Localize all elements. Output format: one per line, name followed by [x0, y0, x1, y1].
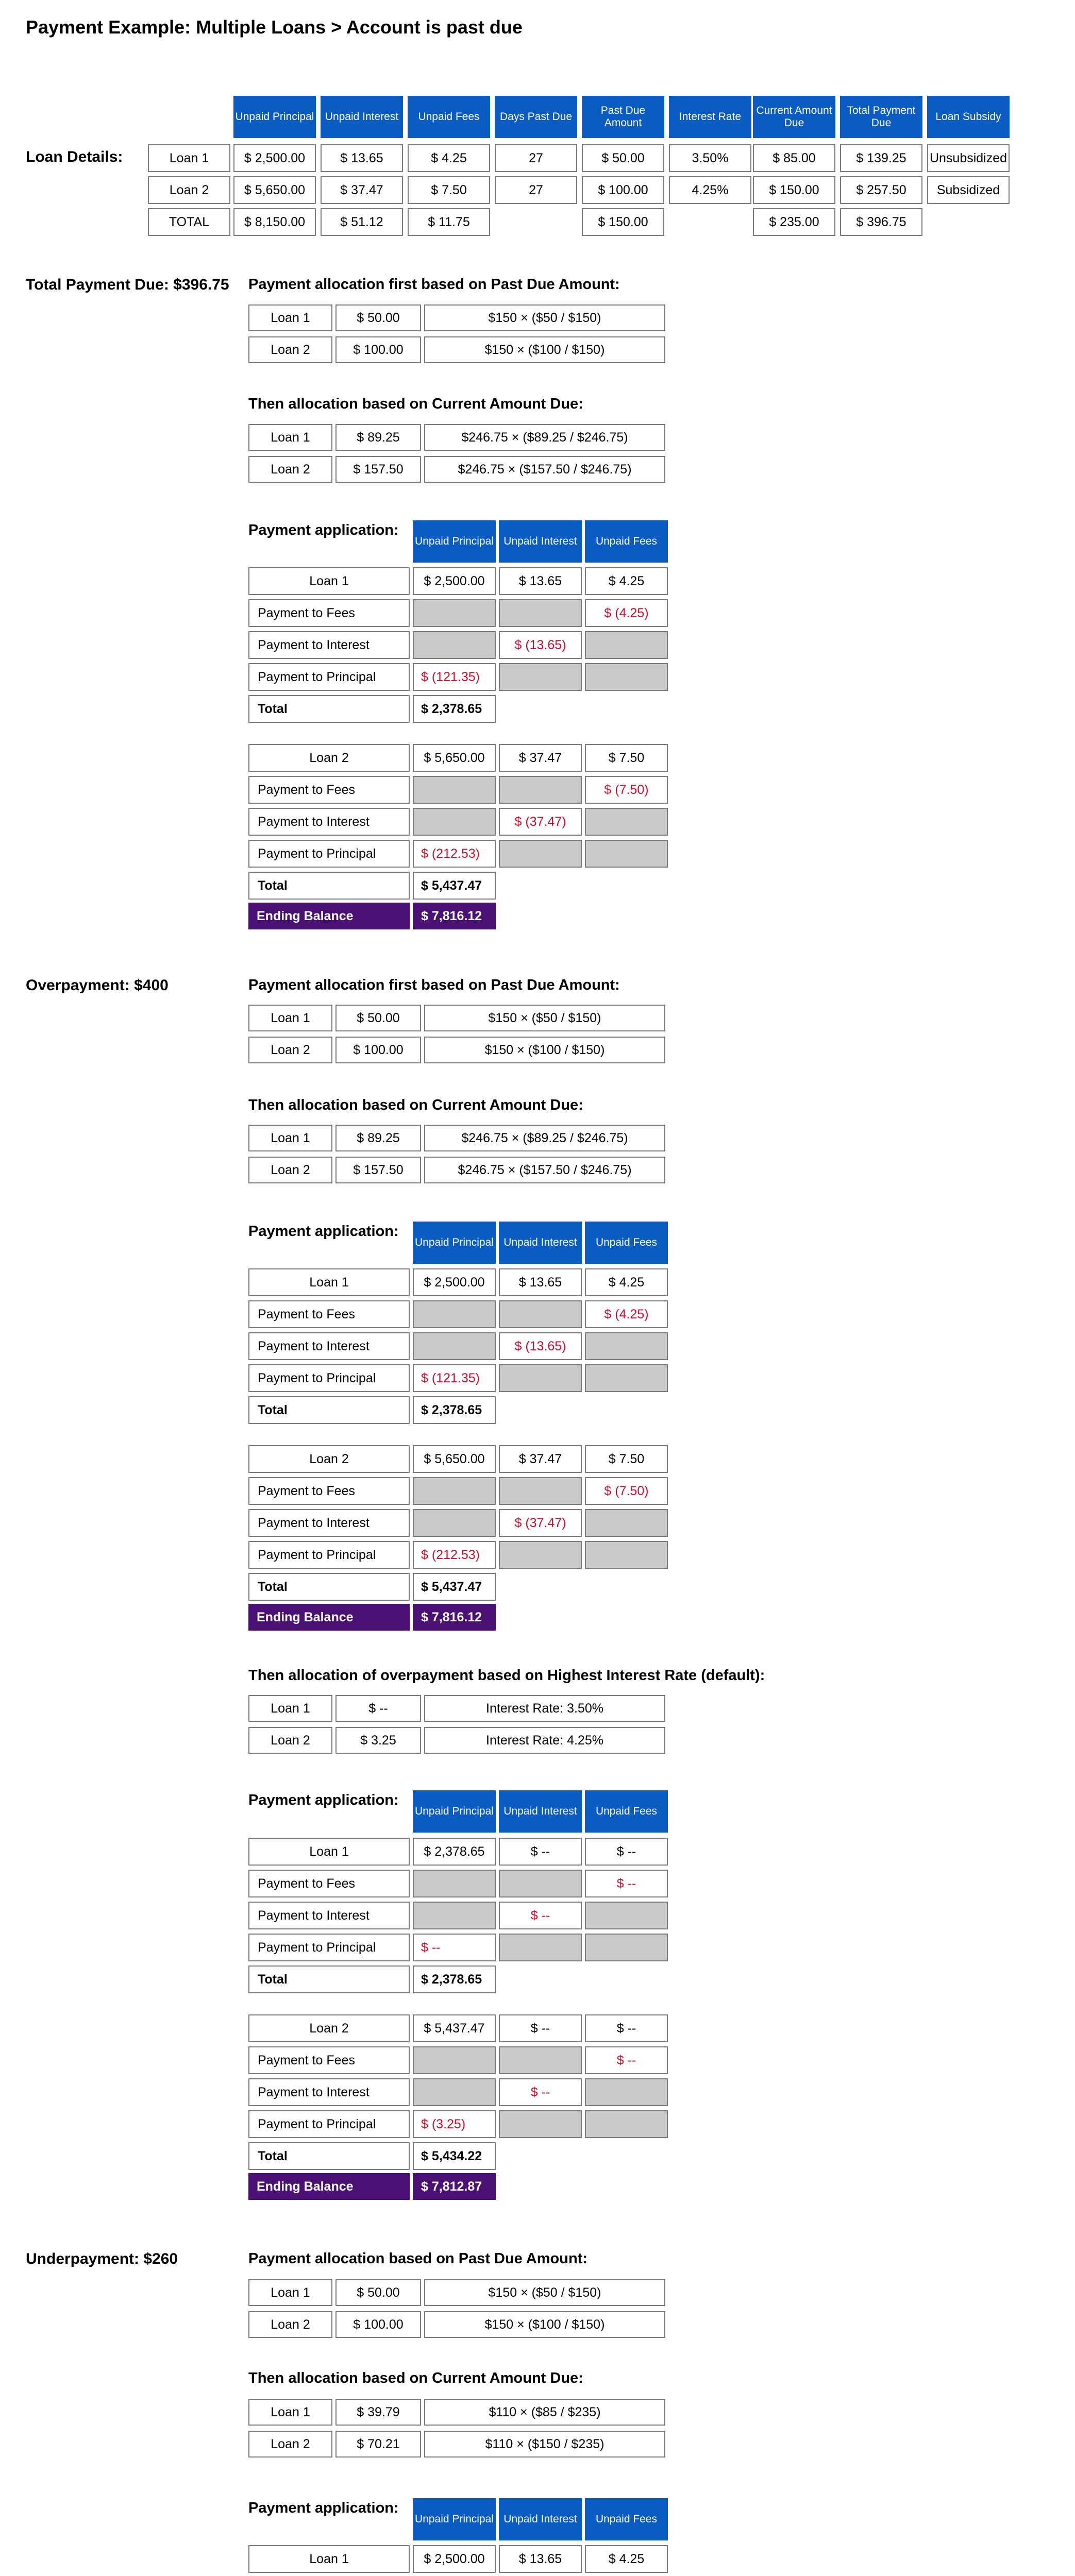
empty-cell	[413, 1332, 496, 1360]
application-unpaid-principal: $ 5,650.00	[413, 744, 496, 772]
empty-cell	[585, 1934, 668, 1961]
section-label: Total Payment Due: $396.75	[26, 276, 229, 293]
loan-details-header: Current Amount Due	[753, 96, 835, 138]
allocation-heading: Then allocation based on Current Amount Due:	[248, 1097, 583, 1113]
payment-to-fees-label: Payment to Fees	[248, 1477, 410, 1505]
col-header-principal: Unpaid Principal	[413, 520, 496, 563]
total-label: Total	[248, 2142, 410, 2170]
payment-to-interest-value: $ (13.65)	[499, 631, 582, 659]
empty-cell	[413, 1902, 496, 1929]
allocation-amount: $ 100.00	[335, 1037, 421, 1063]
payment-application-label: Payment application:	[248, 1223, 399, 1240]
allocation-heading: Then allocation based on Current Amount Due:	[248, 2370, 583, 2386]
application-unpaid-interest: $ 13.65	[499, 2545, 582, 2573]
allocation-loan-name: Loan 1	[248, 2279, 332, 2306]
application-unpaid-principal: $ 5,437.47	[413, 2014, 496, 2042]
loan-details-cell-current: $ 235.00	[753, 208, 835, 236]
application-unpaid-fees: $ 4.25	[585, 1268, 668, 1296]
allocation-formula: $110 × ($85 / $235)	[424, 2399, 665, 2426]
section-label: Underpayment: $260	[26, 2250, 178, 2267]
loan-details-cell-interest: $ 37.47	[321, 176, 403, 204]
total-value: $ 5,437.47	[413, 1573, 496, 1601]
application-unpaid-fees: $ --	[585, 2014, 668, 2042]
ending-balance-value: $ 7,816.12	[413, 903, 496, 929]
application-loan-name: Loan 1	[248, 567, 410, 595]
allocation-amount: $ 50.00	[335, 304, 421, 331]
ending-balance-label: Ending Balance	[248, 2173, 410, 2200]
empty-cell	[413, 1870, 496, 1897]
allocation-formula: $150 × ($100 / $150)	[424, 1037, 665, 1063]
empty-cell	[499, 840, 582, 868]
application-unpaid-interest: $ 13.65	[499, 567, 582, 595]
allocation-amount: $ 50.00	[335, 1005, 421, 1031]
allocation-amount: $ 70.21	[335, 2431, 421, 2458]
payment-to-interest-value: $ --	[499, 1902, 582, 1929]
loan-details-cell-current: $ 150.00	[753, 176, 835, 204]
payment-to-principal-value: $ (212.53)	[413, 840, 496, 868]
payment-to-fees-label: Payment to Fees	[248, 2046, 410, 2074]
empty-cell	[585, 808, 668, 836]
col-header-principal: Unpaid Principal	[413, 2498, 496, 2540]
ending-balance-label: Ending Balance	[248, 903, 410, 929]
allocation-loan-name: Loan 1	[248, 2399, 332, 2426]
payment-to-interest-value: $ (37.47)	[499, 1509, 582, 1537]
loan-details-header: Past Due Amount	[582, 96, 664, 138]
application-loan-name: Loan 1	[248, 2545, 410, 2573]
application-loan-name: Loan 2	[248, 2014, 410, 2042]
loan-details-cell-days: 27	[495, 176, 577, 204]
empty-cell	[585, 1902, 668, 1929]
allocation-loan-name: Loan 2	[248, 1727, 332, 1754]
loan-details-cell-interest: $ 13.65	[321, 144, 403, 172]
payment-to-fees-value: $ --	[585, 2046, 668, 2074]
allocation-loan-name: Loan 2	[248, 1157, 332, 1183]
loan-details-cell-days: 27	[495, 144, 577, 172]
empty-cell	[413, 776, 496, 804]
loan-details-cell-past_due: $ 100.00	[582, 176, 664, 204]
empty-cell	[585, 840, 668, 868]
payment-to-principal-value: $ --	[413, 1934, 496, 1961]
application-unpaid-interest: $ 37.47	[499, 744, 582, 772]
payment-to-interest-value: $ (37.47)	[499, 808, 582, 836]
allocation-heading: Then allocation based on Current Amount Due:	[248, 396, 583, 412]
loan-details-cell-current: $ 85.00	[753, 144, 835, 172]
empty-cell	[413, 1509, 496, 1537]
empty-cell	[585, 2078, 668, 2106]
loan-details-cell-total: $ 257.50	[840, 176, 922, 204]
loan-details-header: Loan Subsidy	[927, 96, 1010, 138]
loan-details-header: Total Payment Due	[840, 96, 922, 138]
col-header-interest: Unpaid Interest	[499, 520, 582, 563]
empty-cell	[499, 1541, 582, 1569]
allocation-formula: $150 × ($100 / $150)	[424, 2311, 665, 2338]
loan-details-cell-total: $ 139.25	[840, 144, 922, 172]
loan-details-label: Loan Details:	[26, 148, 123, 165]
payment-to-fees-value: $ (7.50)	[585, 776, 668, 804]
loan-details-cell-past_due: $ 50.00	[582, 144, 664, 172]
page-title: Payment Example: Multiple Loans > Account is past due	[26, 16, 523, 38]
empty-cell	[499, 599, 582, 627]
application-unpaid-fees: $ 4.25	[585, 567, 668, 595]
allocation-loan-name: Loan 2	[248, 336, 332, 363]
application-unpaid-fees: $ --	[585, 1838, 668, 1866]
empty-cell	[585, 1541, 668, 1569]
allocation-amount: $ --	[335, 1695, 421, 1722]
payment-to-principal-label: Payment to Principal	[248, 2110, 410, 2138]
application-unpaid-principal: $ 2,500.00	[413, 2545, 496, 2573]
payment-application-label: Payment application:	[248, 522, 399, 538]
payment-to-fees-value: $ (4.25)	[585, 599, 668, 627]
allocation-heading: Payment allocation first based on Past Due Amount:	[248, 276, 620, 293]
payment-to-fees-value: $ (4.25)	[585, 1300, 668, 1328]
payment-to-interest-label: Payment to Interest	[248, 808, 410, 836]
payment-to-fees-value: $ (7.50)	[585, 1477, 668, 1505]
col-header-fees: Unpaid Fees	[585, 1790, 668, 1833]
application-unpaid-interest: $ 13.65	[499, 1268, 582, 1296]
payment-to-principal-label: Payment to Principal	[248, 663, 410, 691]
total-value: $ 2,378.65	[413, 1965, 496, 1993]
payment-to-fees-label: Payment to Fees	[248, 1300, 410, 1328]
loan-details-cell-rate: 4.25%	[669, 176, 751, 204]
payment-to-interest-value: $ --	[499, 2078, 582, 2106]
payment-application-label: Payment application:	[248, 1792, 399, 1808]
application-unpaid-interest: $ 37.47	[499, 1445, 582, 1473]
loan-details-row-name: Loan 1	[148, 144, 230, 172]
total-value: $ 5,437.47	[413, 872, 496, 900]
allocation-amount: $ 157.50	[335, 456, 421, 483]
allocation-heading: Payment allocation first based on Past Due Amount:	[248, 977, 620, 993]
payment-to-interest-value: $ (13.65)	[499, 1332, 582, 1360]
allocation-loan-name: Loan 1	[248, 1125, 332, 1151]
allocation-amount: $ 89.25	[335, 424, 421, 451]
loan-details-header: Unpaid Principal	[233, 96, 316, 138]
col-header-interest: Unpaid Interest	[499, 1790, 582, 1833]
total-label: Total	[248, 695, 410, 723]
loan-details-header: Unpaid Interest	[321, 96, 403, 138]
col-header-fees: Unpaid Fees	[585, 520, 668, 563]
empty-cell	[413, 808, 496, 836]
allocation-formula: $246.75 × ($89.25 / $246.75)	[424, 1125, 665, 1151]
col-header-principal: Unpaid Principal	[413, 1790, 496, 1833]
payment-to-interest-label: Payment to Interest	[248, 1332, 410, 1360]
allocation-amount: $ 50.00	[335, 2279, 421, 2306]
empty-cell	[499, 1364, 582, 1392]
application-unpaid-principal: $ 2,500.00	[413, 567, 496, 595]
allocation-formula: $150 × ($50 / $150)	[424, 1005, 665, 1031]
empty-cell	[499, 776, 582, 804]
empty-cell	[585, 2110, 668, 2138]
empty-cell	[585, 1509, 668, 1537]
col-header-fees: Unpaid Fees	[585, 1222, 668, 1264]
allocation-loan-name: Loan 2	[248, 1037, 332, 1063]
allocation-heading: Payment allocation based on Past Due Amount:	[248, 2250, 587, 2267]
allocation-formula: $246.75 × ($157.50 / $246.75)	[424, 1157, 665, 1183]
col-header-principal: Unpaid Principal	[413, 1222, 496, 1264]
application-loan-name: Loan 1	[248, 1268, 410, 1296]
application-loan-name: Loan 2	[248, 1445, 410, 1473]
empty-cell	[499, 1477, 582, 1505]
allocation-amount: $ 100.00	[335, 2311, 421, 2338]
allocation-loan-name: Loan 2	[248, 2431, 332, 2458]
empty-cell	[413, 599, 496, 627]
ending-balance-value: $ 7,816.12	[413, 1604, 496, 1631]
empty-cell	[413, 2078, 496, 2106]
ending-balance-label: Ending Balance	[248, 1604, 410, 1631]
payment-to-interest-label: Payment to Interest	[248, 1509, 410, 1537]
empty-cell	[499, 663, 582, 691]
allocation-loan-name: Loan 1	[248, 304, 332, 331]
application-unpaid-fees: $ 7.50	[585, 1445, 668, 1473]
payment-to-principal-label: Payment to Principal	[248, 1541, 410, 1569]
allocation-formula: Interest Rate: 3.50%	[424, 1695, 665, 1722]
loan-details-cell-principal: $ 5,650.00	[233, 176, 316, 204]
allocation-heading: Then allocation of overpayment based on Highest Interest Rate (default):	[248, 1667, 765, 1684]
ending-balance-value: $ 7,812.87	[413, 2173, 496, 2200]
allocation-formula: $110 × ($150 / $235)	[424, 2431, 665, 2458]
loan-details-cell-fees: $ 4.25	[408, 144, 490, 172]
allocation-amount: $ 100.00	[335, 336, 421, 363]
col-header-interest: Unpaid Interest	[499, 2498, 582, 2540]
loan-details-cell-principal: $ 2,500.00	[233, 144, 316, 172]
application-unpaid-fees: $ 4.25	[585, 2545, 668, 2573]
empty-cell	[585, 663, 668, 691]
loan-details-header: Unpaid Fees	[408, 96, 490, 138]
payment-to-fees-label: Payment to Fees	[248, 599, 410, 627]
total-label: Total	[248, 1965, 410, 1993]
payment-to-interest-label: Payment to Interest	[248, 1902, 410, 1929]
loan-details-row-name: TOTAL	[148, 208, 230, 236]
empty-cell	[585, 1364, 668, 1392]
empty-cell	[499, 1870, 582, 1897]
loan-details-cell-fees: $ 11.75	[408, 208, 490, 236]
allocation-loan-name: Loan 1	[248, 424, 332, 451]
payment-to-principal-value: $ (212.53)	[413, 1541, 496, 1569]
payment-to-principal-label: Payment to Principal	[248, 840, 410, 868]
col-header-fees: Unpaid Fees	[585, 2498, 668, 2540]
application-unpaid-interest: $ --	[499, 2014, 582, 2042]
empty-cell	[499, 2046, 582, 2074]
empty-cell	[585, 1332, 668, 1360]
empty-cell	[585, 631, 668, 659]
loan-details-cell-fees: $ 7.50	[408, 176, 490, 204]
loan-details-cell-rate: 3.50%	[669, 144, 751, 172]
payment-to-fees-label: Payment to Fees	[248, 776, 410, 804]
col-header-interest: Unpaid Interest	[499, 1222, 582, 1264]
application-loan-name: Loan 1	[248, 1838, 410, 1866]
empty-cell	[413, 1477, 496, 1505]
allocation-loan-name: Loan 2	[248, 456, 332, 483]
payment-to-principal-label: Payment to Principal	[248, 1934, 410, 1961]
application-unpaid-fees: $ 7.50	[585, 744, 668, 772]
empty-cell	[499, 1934, 582, 1961]
loan-details-cell-subsidy: Unsubsidized	[927, 144, 1010, 172]
empty-cell	[413, 631, 496, 659]
payment-to-principal-value: $ (121.35)	[413, 663, 496, 691]
application-unpaid-interest: $ --	[499, 1838, 582, 1866]
allocation-formula: Interest Rate: 4.25%	[424, 1727, 665, 1754]
total-label: Total	[248, 1396, 410, 1424]
loan-details-cell-subsidy: Subsidized	[927, 176, 1010, 204]
total-value: $ 2,378.65	[413, 1396, 496, 1424]
loan-details-cell-principal: $ 8,150.00	[233, 208, 316, 236]
empty-cell	[413, 2046, 496, 2074]
application-unpaid-principal: $ 5,650.00	[413, 1445, 496, 1473]
allocation-loan-name: Loan 1	[248, 1695, 332, 1722]
payment-application-label: Payment application:	[248, 2500, 399, 2516]
total-value: $ 5,434.22	[413, 2142, 496, 2170]
allocation-loan-name: Loan 2	[248, 2311, 332, 2338]
payment-to-principal-label: Payment to Principal	[248, 1364, 410, 1392]
payment-to-fees-label: Payment to Fees	[248, 1870, 410, 1897]
total-value: $ 2,378.65	[413, 695, 496, 723]
application-unpaid-principal: $ 2,500.00	[413, 1268, 496, 1296]
allocation-amount: $ 39.79	[335, 2399, 421, 2426]
loan-details-cell-total: $ 396.75	[840, 208, 922, 236]
section-label: Overpayment: $400	[26, 977, 169, 994]
allocation-formula: $246.75 × ($157.50 / $246.75)	[424, 456, 665, 483]
empty-cell	[499, 2110, 582, 2138]
loan-details-header: Interest Rate	[669, 96, 751, 138]
allocation-amount: $ 89.25	[335, 1125, 421, 1151]
allocation-formula: $150 × ($100 / $150)	[424, 336, 665, 363]
allocation-loan-name: Loan 1	[248, 1005, 332, 1031]
payment-to-principal-value: $ (3.25)	[413, 2110, 496, 2138]
allocation-formula: $150 × ($50 / $150)	[424, 2279, 665, 2306]
payment-to-interest-label: Payment to Interest	[248, 631, 410, 659]
allocation-formula: $246.75 × ($89.25 / $246.75)	[424, 424, 665, 451]
payment-to-principal-value: $ (121.35)	[413, 1364, 496, 1392]
empty-cell	[499, 1300, 582, 1328]
allocation-amount: $ 3.25	[335, 1727, 421, 1754]
application-unpaid-principal: $ 2,378.65	[413, 1838, 496, 1866]
total-label: Total	[248, 872, 410, 900]
allocation-formula: $150 × ($50 / $150)	[424, 304, 665, 331]
loan-details-cell-past_due: $ 150.00	[582, 208, 664, 236]
payment-to-interest-label: Payment to Interest	[248, 2078, 410, 2106]
loan-details-cell-interest: $ 51.12	[321, 208, 403, 236]
allocation-amount: $ 157.50	[335, 1157, 421, 1183]
loan-details-header: Days Past Due	[495, 96, 577, 138]
loan-details-row-name: Loan 2	[148, 176, 230, 204]
total-label: Total	[248, 1573, 410, 1601]
payment-to-fees-value: $ --	[585, 1870, 668, 1897]
application-loan-name: Loan 2	[248, 744, 410, 772]
empty-cell	[413, 1300, 496, 1328]
